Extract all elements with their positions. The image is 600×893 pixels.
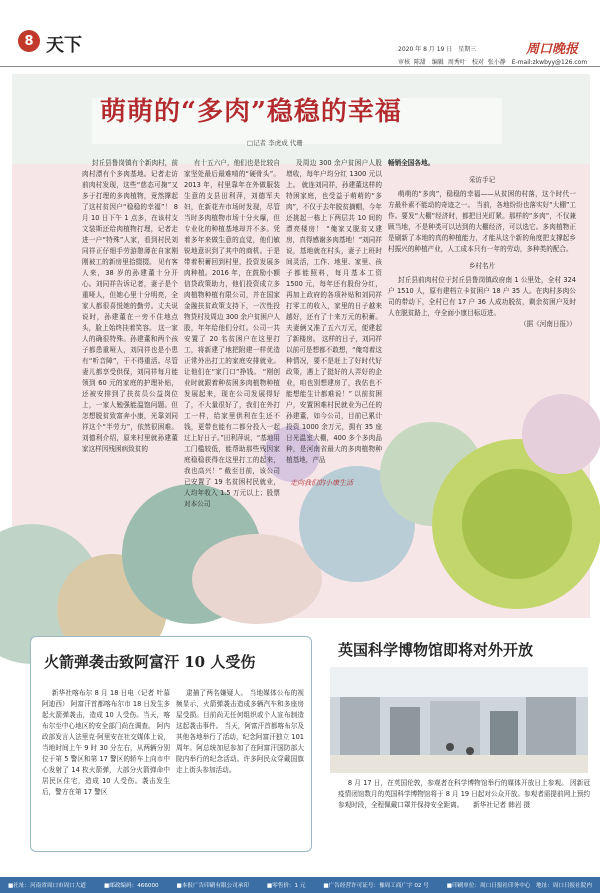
issue-date: 2020 年 8 月 19 日 星期三: [398, 46, 477, 53]
story2-caption: 8 月 17 日，在英国伦敦，参观者在科学博物馆举行的媒体开放日上参观。 因新冠疫情闭馆数月的英国科学博物馆将于 8 月 19 日起对公众开放。参观者需提前网上预约参观时段，全程佩戴口罩并保持安全距离。 新华社记者 韩岩 摄: [338, 779, 590, 809]
article-column-1: 封丘县鲁岗镇有个新肉村，前肉村漂有个多肉基地。记者走访前肉村发现，这些“慈态可掬”又多于打理的多肉植物，竟然撑起了这村贫因户“稳稳的幸福”！ 8 月 10 日下午 1 点多，在该村支文装斯还给肉植物打理，记者走进一户“特殊”人家，看到村民刘同祥正仔细手劳游憩薄在自家刚刚被工的新房里拾掇掇。 见有客人来，38 岁的孙建董十分开心。刘同祥告诉记者，妻子是个重哑人，但她心里十分明亮，全家人都很喜悦她的勤劳。丈夫说说时，孙建董在一旁不住地点头，脸上始终挂着笑容。 这一家人的确很特殊。孙建董和两个孩子都患重哑人，刘同祥也是小患有“听音障”，干不得重活。尽管妻儿都享受供保，刘同祥每月能领到 60 元的家庭的护理补贴，还被安排到了扶贫员公益岗位上，一家人勉强能温饱问题。但怎想脱贫致富奔小康，光靠刘同祥这个“半劳力”，依然很困难。 刘德利介绍，原来村里就孙建董家这样因残困病致贫的: [82, 159, 178, 453]
story1-column-1: 新华社喀布尔 8 月 18 日电（记者 叶慕 阿迪西） 阿富汗首都喀布尔市 18 日发生多起火箭弹袭击，造成 10 人受伤。当天，喀布尔至中心地区的安全部门尚在调查。 阿内政部发言人法里克·阿里安在社交媒体上说，当地时间上午 9 时 30 分左右，从两辆分别位于第 5 警区和第 17 警区的轿车上向市中心发射了 14 枚火箭弹，大部分火箭弹命中居民区住宅，造成 10 人受伤。袭击发生后，警方在第 17 警区: [42, 689, 170, 796]
sidebar-note-source: （据《河南日报》）: [519, 320, 576, 328]
museum-photo-illustration: [330, 667, 588, 773]
story2-headline: 英国科学博物馆即将对外开放: [338, 641, 534, 659]
village-card-title: 乡村名片: [468, 262, 496, 270]
page-header: [0, 0, 600, 66]
article-column-3: 及周边 300 余户贫困户人股增收，每年户均分红 1300 元以上。 就连刘同祥，孙建董这样的特困家庭，也受益于萌萌的“多肉”，不仅于去年脱贫摘帽，今年还挑起一栋上下两层共 10 间的漂亮楼房！ “俺家又脱贫又建房，真得感谢多肉基地！”刘同祥说，基地就在村头，妻子上班时间灵活，工作、地里、家里、孩子都能照料，每月基本工资 1500 元，每年还有股份分红，再加上政府的各项补贴和刘同祥打零工的收入，家里的日子越来越好，还有了十来万元的积蓄。夫妻俩又准了五六万元，便建起了新楼房。 这样的日子，刘同祥以前可是想都不敢想，“俺弯着这种情况，要不是赶上了好时代好政策，遇上了挺好的人弄好的企业，咱也别想建房了，我估也不能想能生计都难说！” 以前贫困户，安置困难村民就业为己任的孙建董，如今公司，目前已累计投资 1000 余万元，拥有 35 座日光温室大棚，400 多个多肉品种，是河南省最大的多肉植物种植基地，产品: [286, 159, 382, 464]
sidebar-note-lead: 畅销全国各地。: [388, 159, 435, 167]
feature-banner: 走向我们的小康生活: [290, 479, 353, 487]
feature-headline: 萌萌的“多肉”稳稳的幸福: [100, 97, 402, 127]
footer-item-6: ■印刷单位：周口日报社印务中心 地址：周口日报社院内: [446, 883, 592, 889]
footer-item-1: ■社址：河南省周口市周口大道: [8, 883, 87, 889]
footer-item-2: ■邮政编码：466000: [103, 883, 159, 889]
village-card-body: 封丘县前肉村位于封丘县鲁岗镇政府南 1 公里处，全村 324 户 1510 人，原有建档立卡贫困户 18 户 35 人。在肉村多肉公司的带动下，全村已有 17 户 36 人成功脱贫，剩余贫困户及时人在脱贫路上，夺全面小康目标迈进。: [388, 276, 576, 317]
page-number-badge: 8: [18, 30, 40, 52]
story1-column-2: 逮捕了两名嫌疑人。 当地媒体公布的视频显示，火箭弹袭击造成多辆汽车和多座房屋受损。目前尚无任何组织或个人宣布制造这起袭击事件。 当天，阿富汗首都喀布尔及其他各地举行了活动，纪念阿富汗独立 101 周年。阿总统加尼参加了在阿富汗国防部大院内举行的纪念活动。许多阿民众穿戴国旗走上街头参加活动。: [176, 689, 304, 774]
sidebar-note-title: 采访手记: [468, 176, 496, 184]
section-title: 天下: [46, 35, 82, 56]
staff-line: 审核 陈甜 编辑 周秀叶 校对 张小静 E-mail:zkwbyy@126.com: [398, 59, 588, 66]
header-divider: [0, 66, 600, 67]
article-column-2: 有十五六户，他们也是比较自家坚处最后最难啃的“硬骨头”。 2013 年，村里靠年在外做服装生意的支县田利萍，刘德军夫妇，在新花卉市场时发现，尽管当时多肉植物市场十分火爆，但专业化的种植基地却并不多。凭着多年来做生意的直觉，他们敏锐地意识到了其中的商机。于是带着积蓄回到村里，投资发展多肉种植。2016 年，在鼓励小额信贷政策助力，他们投资成立多肉植物种植有限公司，并在国家金融扶贫政策支持下，一次性投物贷村及周边 300 余户贫困户人股，年年给他们分红。公司一共安置了 20 名贫困户在这里打工，将新建了地把附建一样优造正常外出打工的家庭安排就业。让他们在“家门口”挣钱。 “刚创业时就跟着种贫困多肉植物种植发展起来，现在公司发展得好了，不大量很好了，我们在外打工一样，给家里供利在生还不钱，更带也能有二都分投入一起过上好日子。”田利萍说，“基地用工门槛较低，能帮助那些残因家庭稳稳获得在这里打工的起来，我也高兴！” 截至目前，该公司已安置了 19 名贫困村民就业，人均年收入 1.5 万元以上；股票对本公司: [184, 159, 280, 508]
sidebar-note-body: 萌萌的“多肉”，稳稳的幸福——从贫困的村落，这个时代一方最朴素不能动的奇迹之一。 当前，各地纷纷也落实好“大棚”工作。要发“大棚”经济时，都把目光盯紧。那样的“多肉”，不仅兼顾当地，不是种类可以达到的大棚经济，可以选它。多肉植物正是刷新了本地的真的种植能力，才能从这个新的角度把支撑起乡村振兴的种植产业，人工成本只有一年的劳动，多种类的配合。: [388, 190, 576, 253]
story1-headline: 火箭弹袭击致阿富汗 10 人受伤: [44, 653, 256, 671]
footer-item-3: ■本报广告印刷有限公司承印: [176, 883, 249, 889]
museum-photo: [330, 667, 588, 773]
footer-item-4: ■零售价：1 元: [266, 883, 306, 889]
sidebar-note: [388, 158, 576, 330]
newspaper-logo: 周口晚报: [526, 42, 579, 57]
feature-byline: □记者 李虎成 代珊: [247, 139, 303, 147]
footer-item-5: ■广告经营许可证号：豫周工商广字 02 号: [323, 883, 429, 889]
page-footer: [0, 877, 600, 893]
